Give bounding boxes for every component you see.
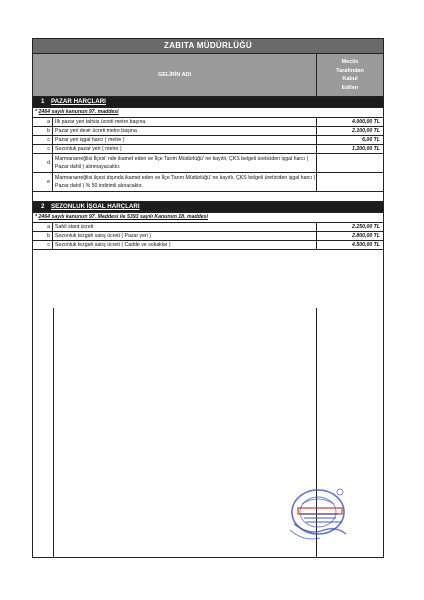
header-approved-line: Meclis <box>341 59 359 65</box>
law-reference: 2464 sayılı kanunun 97. maddesi <box>38 109 119 115</box>
table-note-row <box>33 154 383 173</box>
official-stamp-icon <box>280 484 366 548</box>
row-price-empty <box>317 154 383 172</box>
section-2-law: * 2464 sayılı kanunun 97. Maddesi ile 5393 sayılı Kanunun 18. maddesi <box>33 213 383 223</box>
section-1-header <box>33 97 383 108</box>
row-note: Marmaraereğlisi ilçesi dışında ikamet eden ve İlçe Tarım Müdürlüğü' ne kayıtlı, ÇKS belgeli üreticiden işgal harcı ( Pazar dahil ) % 50 indirimli alınacaktır. <box>55 175 316 189</box>
row-price: 2.250,00 TL <box>352 224 380 230</box>
table-row <box>33 145 383 154</box>
law-reference: 2464 sayılı kanunun 97. Maddesi ile 5393 sayılı Kanunun 18. maddesi <box>38 214 208 220</box>
row-description: Sezonluk tezgah satış ücreti ( Cadde ve sokaklar ) <box>53 241 317 249</box>
section-name: SEZONLUK İŞGAL HARÇLARI <box>51 203 140 210</box>
row-price: 6,00 TL <box>362 137 380 143</box>
row-description: Sezonluk tezgah satış ücreti ( Pazar yeri ) <box>53 232 317 240</box>
row-letter: a <box>33 118 53 126</box>
row-letter: b <box>33 127 53 135</box>
fee-table <box>32 38 384 558</box>
table-note-row <box>33 173 383 192</box>
row-price: 2.800,00 TL <box>352 233 380 239</box>
section-number: 2 <box>41 203 45 210</box>
section-1-law: * 2464 sayılı kanunun 97. maddesi <box>33 108 383 118</box>
table-row <box>33 127 383 136</box>
row-price: 4.000,00 TL <box>352 119 380 125</box>
table-row <box>33 232 383 241</box>
row-price: 2.100,00 TL <box>352 128 380 134</box>
row-letter: c <box>33 136 53 144</box>
table-row <box>33 136 383 145</box>
header-approved-line: Tarafından <box>336 67 364 74</box>
table-row <box>33 241 383 250</box>
header-approved-line: Edilen <box>341 84 359 91</box>
section-number: 1 <box>41 98 45 105</box>
row-letter: b <box>33 232 53 240</box>
empty-column-line-left <box>53 308 54 558</box>
row-note: Marmaraereğlisi İlçesi' nde ikamet eden ve İlçe Tarım Müdürlüğü' ne kayıtlı, ÇKS belgeli üreticiden işgal harcı ( Pazar dahil ) alınmayacaktır. <box>53 154 317 172</box>
row-letter: c <box>33 145 53 153</box>
section-name: PAZAR HARÇLARI <box>51 98 106 105</box>
row-letter: a <box>33 223 53 231</box>
header-approved <box>317 54 383 96</box>
row-description: Pazar yeri devir ücreti metre başına <box>53 127 317 135</box>
row-description: Pazar yeri işgal harcı ( metre ) <box>53 136 317 144</box>
row-price: 1.200,00 TL <box>352 146 380 152</box>
table-row <box>33 223 383 232</box>
row-letter: c <box>33 241 53 249</box>
row-letter: e <box>33 173 53 191</box>
section-spacer <box>33 192 383 202</box>
row-price: 4.500,00 TL <box>352 242 380 248</box>
table-row <box>33 118 383 127</box>
section-2-header <box>33 202 383 213</box>
table-title: ZABITA MÜDÜRLÜĞÜ <box>33 39 383 54</box>
row-price-empty <box>317 173 383 191</box>
row-description: Sezonluk pazar yeri ( metre ) <box>53 145 317 153</box>
header-approved-line: Kabul <box>342 76 358 82</box>
row-description: İlk pazar yeri tahsis ücreti metre başına <box>53 118 317 126</box>
table-header <box>33 54 383 97</box>
row-description: Sahil stant ücreti <box>53 223 317 231</box>
row-letter: d <box>33 154 53 172</box>
header-income-name: GELİRİN ADI <box>33 54 317 96</box>
